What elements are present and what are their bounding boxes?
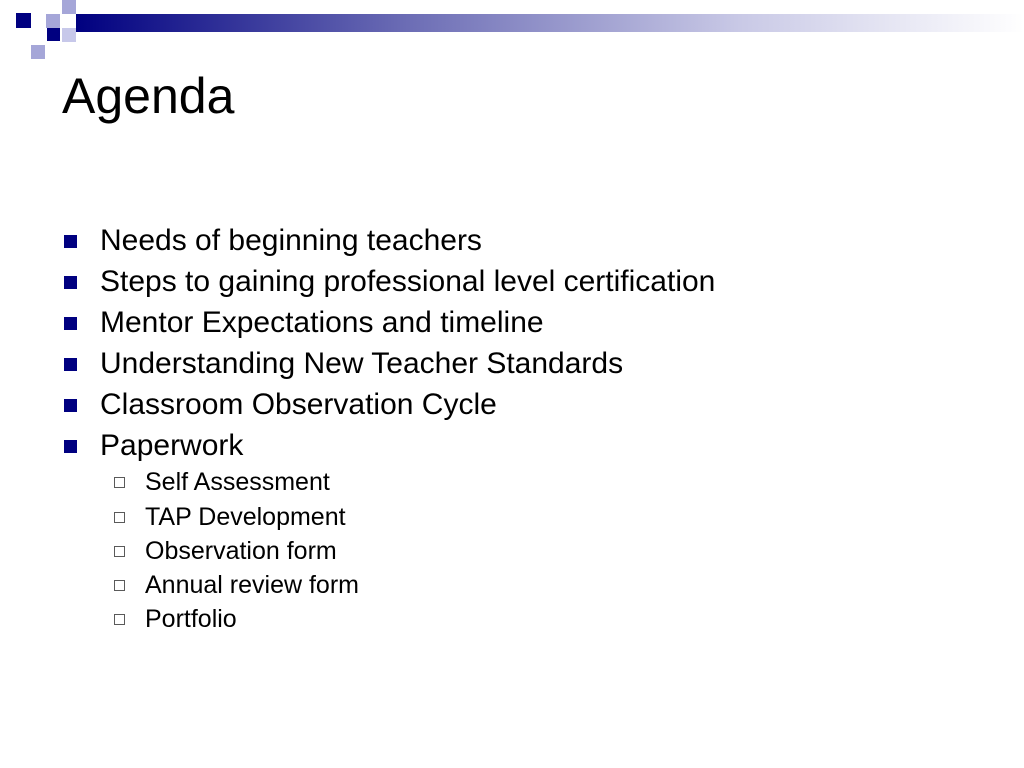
header-gradient-bar: [76, 14, 1024, 32]
square-bullet-icon: [64, 276, 77, 289]
list-item-text: Classroom Observation Cycle: [100, 388, 497, 421]
hollow-square-bullet-icon: [114, 614, 125, 625]
sub-list-item-text: Self Assessment: [145, 468, 330, 496]
slide-title: Agenda: [62, 68, 235, 124]
list-item-text: Needs of beginning teachers: [100, 224, 482, 257]
sub-list-item-text: Annual review form: [145, 571, 359, 599]
sub-list-item-text: TAP Development: [145, 503, 346, 531]
square-bullet-icon: [64, 317, 77, 330]
square-bullet-icon: [64, 399, 77, 412]
list-item-text: Paperwork: [100, 429, 244, 462]
list-item-text: Mentor Expectations and timeline: [100, 306, 544, 339]
sub-list-item-text: Observation form: [145, 537, 337, 565]
hollow-square-bullet-icon: [114, 477, 125, 488]
header-squares-logo: [16, 0, 76, 59]
sub-list-item-text: Portfolio: [145, 605, 237, 633]
square-bullet-icon: [64, 235, 77, 248]
header-decoration: [0, 0, 1024, 64]
square-bullet-icon: [64, 440, 77, 453]
hollow-square-bullet-icon: [114, 546, 125, 557]
square-bullet-icon: [64, 358, 77, 371]
hollow-square-bullet-icon: [114, 512, 125, 523]
list-item-text: Understanding New Teacher Standards: [100, 347, 624, 380]
hollow-square-bullet-icon: [114, 580, 125, 591]
list-item-text: Steps to gaining professional level certification: [100, 265, 716, 298]
